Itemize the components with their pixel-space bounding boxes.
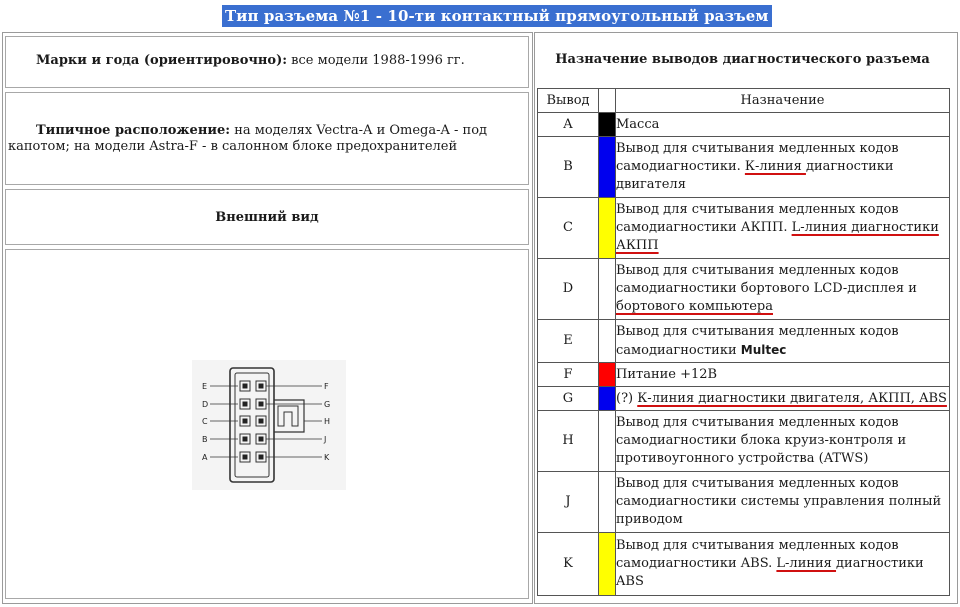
col-desc-header: Назначение — [616, 89, 950, 113]
connector-pin-contact — [243, 455, 248, 460]
pin-description-text: Вывод для считывания медленных кодов самодиагностики — [616, 323, 899, 358]
connector-pin-contact — [259, 437, 264, 442]
pin-description — [616, 533, 950, 596]
pin-letter: J — [538, 472, 599, 533]
connector-label-k: K — [324, 453, 330, 462]
col-pin-header: Вывод — [538, 89, 599, 113]
pin-letter: D — [538, 259, 599, 320]
pin-description-text-end: диагностики двигателя — [616, 159, 894, 192]
appearance-title-cell — [5, 189, 529, 245]
col-color-header — [599, 89, 616, 113]
pinout-row — [538, 472, 950, 533]
pin-description — [616, 320, 950, 363]
pinout-header-row — [538, 89, 950, 113]
pin-description-highlight: L-линия — [776, 556, 837, 571]
pin-description-highlight: бортового компьютера — [616, 299, 773, 314]
location-cell — [5, 92, 529, 185]
appearance-image-cell — [5, 249, 529, 599]
pin-color-swatch — [599, 113, 616, 137]
connector-label-a: A — [202, 453, 208, 462]
location-value: на моделях Vectra-A и Omega-A - под капотом; на модели Astra-F - в салонном блоке предохранителей — [8, 123, 488, 154]
connector-pin-contact — [243, 402, 248, 407]
pinout-row — [538, 363, 950, 387]
pin-color-swatch — [599, 472, 616, 533]
pin-color-swatch — [599, 411, 616, 472]
pin-description-text: Масса — [616, 116, 660, 132]
connector-pin-contact — [243, 419, 248, 424]
connector-label-e: E — [202, 382, 208, 391]
pin-description — [616, 259, 950, 320]
pin-description-text: (?) — [616, 390, 638, 406]
pin-description-highlight: L-линия диагностики АКПП — [616, 220, 939, 253]
pin-color-swatch — [599, 259, 616, 320]
connector-pin-contact — [259, 455, 264, 460]
pin-description — [616, 198, 950, 259]
pin-description-text: Вывод для считывания медленных кодов самодиагностики системы управления полный приводом — [616, 476, 942, 527]
pin-letter: A — [538, 113, 599, 137]
connector-label-g: G — [324, 400, 331, 409]
pin-color-swatch — [599, 387, 616, 411]
pin-description-text: Вывод для считывания медленных кодов самодиагностики бортового LCD-дисплея и — [616, 263, 917, 296]
pin-letter: H — [538, 411, 599, 472]
pin-description-text: Вывод для считывания медленных кодов самодиагностики ABS. — [616, 538, 899, 571]
pin-letter: G — [538, 387, 599, 411]
pin-letter: F — [538, 363, 599, 387]
brands-cell — [5, 36, 529, 88]
pin-description — [616, 387, 950, 411]
connector-pin-contact — [259, 419, 264, 424]
pin-description-highlight: К-линия диагностики двигателя, АКПП, ABS — [637, 390, 947, 406]
brands-label: Марки и года (ориентировочно): — [36, 53, 288, 68]
appearance-title: Внешний вид — [215, 210, 319, 225]
pin-description — [616, 363, 950, 387]
pin-color-swatch — [599, 363, 616, 387]
pin-letter: C — [538, 198, 599, 259]
pin-description-text: Вывод для считывания медленных кодов самодиагностики блока круиз-контроля и противоугонного устройства (ATWS) — [616, 415, 907, 466]
pinout-row — [538, 259, 950, 320]
pin-letter: K — [538, 533, 599, 596]
location-label: Типичное расположение: — [36, 123, 231, 138]
brands-value: все модели 1988-1996 гг. — [287, 53, 465, 68]
connector-label-h: H — [324, 417, 331, 426]
pin-letter: E — [538, 320, 599, 363]
pin-description — [616, 137, 950, 198]
pinout-row — [538, 387, 950, 411]
pinout-table — [537, 88, 950, 596]
pinout-row — [538, 533, 950, 596]
pinout-row — [538, 113, 950, 137]
pinout-title: Назначение выводов диагностического разъема — [555, 52, 930, 67]
connector-pin-contact — [259, 402, 264, 407]
connector-label-c: C — [202, 417, 208, 426]
connector-label-f: F — [324, 382, 329, 391]
pin-description-text: Вывод для считывания медленных кодов самодиагностики АКПП. — [616, 202, 899, 235]
page-title: Тип разъема №1 - 10-ти контактный прямоугольный разъем — [222, 5, 772, 27]
connector-diagram — [192, 360, 346, 490]
pinout-row — [538, 137, 950, 198]
connector-label-d: D — [202, 400, 209, 409]
pin-description — [616, 472, 950, 533]
pin-color-swatch — [599, 533, 616, 596]
connector-pin-contact — [243, 384, 248, 389]
pin-description-text: Питание +12В — [616, 366, 718, 382]
pin-letter: B — [538, 137, 599, 198]
pin-description-highlight: К-линия — [744, 159, 806, 174]
connector-label-j: J — [324, 435, 327, 444]
pin-color-swatch — [599, 198, 616, 259]
pin-description-system-name: Multec — [740, 342, 787, 357]
connector-pin-contact — [243, 437, 248, 442]
connector-label-b: B — [202, 435, 208, 444]
pin-color-swatch — [599, 137, 616, 198]
pin-color-swatch — [599, 320, 616, 363]
connector-pin-contact — [259, 384, 264, 389]
pin-description — [616, 411, 950, 472]
pin-description-text: Вывод для считывания медленных кодов самодиагностики. — [616, 141, 899, 174]
pin-description — [616, 113, 950, 137]
pinout-row — [538, 320, 950, 363]
pinout-row — [538, 198, 950, 259]
pinout-row — [538, 411, 950, 472]
pin-description-text-end: диагностики ABS — [616, 556, 924, 589]
